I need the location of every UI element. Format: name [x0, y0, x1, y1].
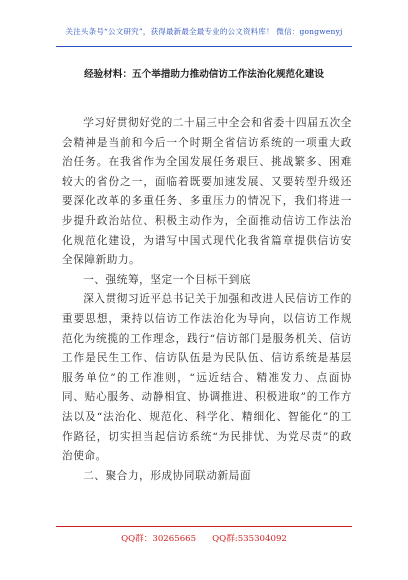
- document-body: [62, 114, 352, 486]
- section-1-paragraph: 深入贯彻习近平总书记关于加强和改进人民信访工作的重要思想，秉持以信访工作法治化为导向，以信访工作规范化为统揽的工作理念，践行“信访部门是服务机关、信访工作是民生工作、信访队伍是为民队伍、信访系统是基层服务单位”的工作准则，“远近结合、精准发力、点面协同、贴心服务、动静相宜、协调推进、积极进取”的工作方法以及“法治化、规范化、科学化、精细化、智能化”的工作路径，切实担当起信访系统“为民排忧、为党尽责”的政治使命。: [62, 293, 352, 463]
- section-heading-1: 一、强统筹，坚定一个目标干到底: [83, 273, 252, 286]
- page-header-banner: 关注头条号“公文研究”，获得最新最全最专业的公文资料库！ 微信：gongwenyj: [65, 27, 343, 36]
- footer-qq-group-2: QQ群:535304092: [212, 534, 287, 544]
- footer-qq-group-1: QQ群：30265665: [121, 534, 197, 544]
- section-heading-2: 二、聚合力，形成协同联动新局面: [83, 469, 252, 482]
- header-divider: [56, 46, 352, 47]
- document-title: 经验材料：五个举措助力推动信访工作法治化规范化建设: [84, 69, 324, 80]
- page-footer: [0, 532, 408, 544]
- intro-paragraph: 学习好贯彻好党的二十届三中全会和省委十四届五次全会精神是当前和今后一个时期全省信访系统的一项重大政治任务。在我省作为全国发展任务艰巨、挑战繁多、困难较大的省份之一，面临着既要加速发展、又要转型升级还要深化改革的多重任务、多重压力的情况下，我们将进一步提升政治站位、积极主动作为，全面推动信访工作法治化规范化建设，为谱写中国式现代化我省篇章提供信访安全保障新助力。: [62, 117, 352, 267]
- footer-divider: [56, 526, 352, 527]
